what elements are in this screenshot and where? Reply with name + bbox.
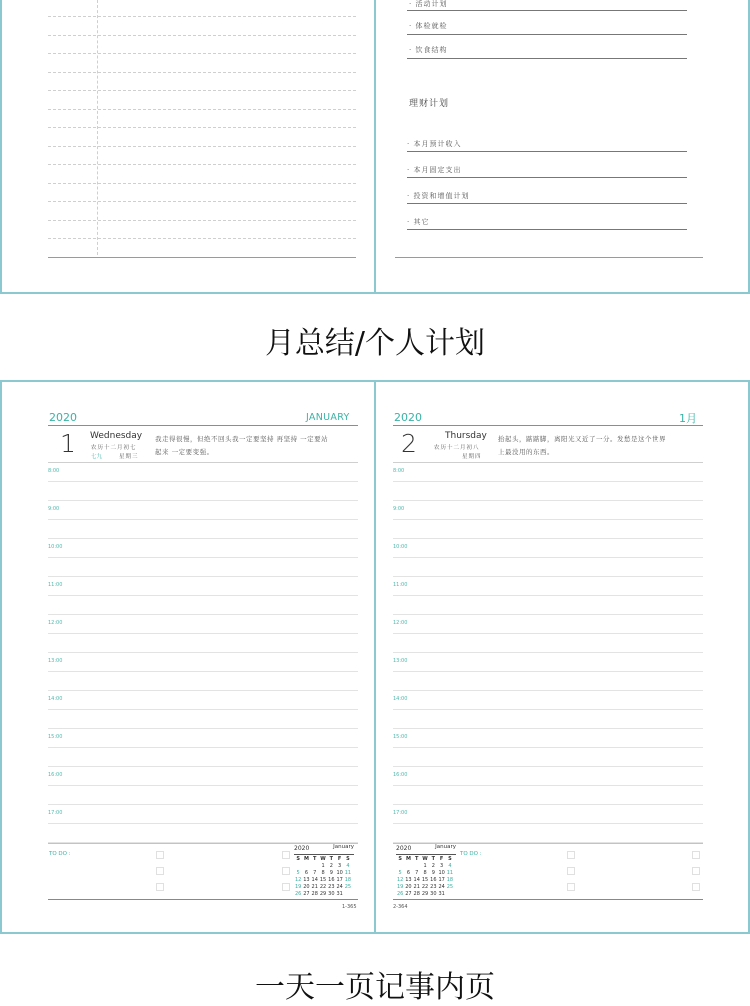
calendar-day: 15: [319, 876, 327, 883]
todo-checkbox[interactable]: [692, 851, 700, 859]
calendar-day: [413, 862, 421, 869]
hour-label: 8:00: [48, 468, 60, 474]
caption-monthly-plan: 月总结/个人计划: [264, 326, 486, 361]
calendar-day: 19: [294, 883, 302, 890]
todo-label-left: TO DO :: [49, 851, 71, 857]
calendar-day: [446, 890, 454, 897]
hour-label: 16:00: [393, 772, 408, 778]
calendar-day: 4: [346, 862, 350, 869]
weekday-header: W: [320, 855, 326, 862]
hour-label: 16:00: [48, 772, 63, 778]
calendar-day: [302, 862, 310, 869]
todo-checkbox[interactable]: [567, 883, 575, 891]
hour-line: [48, 557, 358, 558]
ruled-line: [48, 90, 356, 91]
weekday-header: S: [296, 855, 300, 862]
day-number-right: 2: [401, 429, 417, 458]
calendar-day: 29: [421, 890, 429, 897]
calendar-day: 20: [405, 883, 412, 890]
hour-label: 13:00: [48, 658, 63, 664]
half-hour-line: [393, 652, 703, 653]
monthly-summary-divider: [97, 0, 98, 255]
hour-line: [48, 823, 358, 824]
calendar-day: 6: [304, 869, 309, 876]
hour-line: [393, 709, 703, 710]
ruled-line: [48, 220, 356, 221]
calendar-day: 10: [438, 869, 445, 876]
calendar-day: 3: [338, 862, 342, 869]
half-hour-line: [48, 690, 358, 691]
calendar-day: 28: [311, 890, 318, 897]
half-hour-line: [48, 614, 358, 615]
todo-label-right: TO DO :: [460, 851, 482, 857]
calendar-day: 25: [446, 883, 454, 890]
year-right: 2020: [394, 411, 422, 424]
hour-line: [48, 747, 358, 748]
month-right: 1月: [679, 412, 697, 425]
half-hour-line: [48, 766, 358, 767]
ruled-line: [48, 109, 356, 110]
calendar-day: 24: [336, 883, 343, 890]
lunar-weekday-left: 星期三: [119, 454, 139, 460]
weekday-right: Thursday: [445, 431, 487, 441]
hour-line: [393, 481, 703, 482]
finance-item-4: · 其它: [407, 218, 430, 226]
calendar-day: 27: [405, 890, 412, 897]
ruled-line: [48, 16, 356, 17]
quote-left: 我走得很慢，但绝不回头我一定要坚持 再坚持 一定要站 起来 一定要变强。: [155, 435, 329, 456]
weekday-header: S: [346, 855, 350, 862]
hour-line: [393, 595, 703, 596]
half-hour-line: [393, 576, 703, 577]
calendar-day: 6: [406, 869, 411, 876]
half-hour-line: [48, 500, 358, 501]
todo-checkbox[interactable]: [282, 851, 290, 859]
hour-line: [393, 671, 703, 672]
todo-checkbox[interactable]: [282, 867, 290, 875]
weekday-left: Wednesday: [90, 431, 143, 441]
hour-line: [393, 747, 703, 748]
calendar-day: 14: [311, 876, 318, 883]
plan-item-3: · 饮食结构: [409, 46, 448, 54]
hour-line: [48, 709, 358, 710]
hour-label: 13:00: [393, 658, 408, 664]
half-hour-line: [393, 690, 703, 691]
calendar-day: 19: [396, 883, 404, 890]
weekday-header: S: [398, 855, 402, 862]
ruled-line: [48, 183, 356, 184]
todo-checkbox[interactable]: [567, 867, 575, 875]
half-hour-line: [48, 728, 358, 729]
calendar-day: 17: [438, 876, 445, 883]
calendar-day: 26: [294, 890, 302, 897]
weekday-header: T: [329, 855, 334, 862]
calendar-day: 12: [294, 876, 302, 883]
ruled-line: [48, 127, 356, 128]
calendar-day: 26: [396, 890, 404, 897]
todo-checkbox[interactable]: [567, 851, 575, 859]
hour-line: [393, 557, 703, 558]
lunar-weekday-right: 星期四: [462, 454, 482, 460]
mini-calendar-right: [396, 846, 456, 897]
hour-line: [48, 671, 358, 672]
finance-heading: 理财计划: [409, 99, 450, 109]
hour-label: 11:00: [48, 582, 63, 588]
hour-line: [48, 481, 358, 482]
hour-label: 15:00: [393, 734, 408, 740]
half-hour-line: [393, 500, 703, 501]
calendar-day: 8: [321, 869, 325, 876]
calendar-day: 5: [296, 869, 300, 876]
calendar-day: 17: [336, 876, 343, 883]
calendar-day: 27: [303, 890, 310, 897]
hour-label: 12:00: [48, 620, 63, 626]
ruled-line: [48, 146, 356, 147]
hour-label: 8:00: [393, 468, 405, 474]
hour-label: 14:00: [393, 696, 408, 702]
calendar-day: 10: [336, 869, 343, 876]
year-left: 2020: [49, 411, 77, 424]
calendar-day: 14: [413, 876, 420, 883]
mini-calendar-header: [396, 846, 456, 855]
mini-calendar-month: January: [435, 844, 456, 850]
hour-line: [48, 633, 358, 634]
calendar-day: 1: [423, 862, 427, 869]
hour-label: 15:00: [48, 734, 63, 740]
page-number-right: 2-364: [393, 904, 408, 910]
todo-checkbox[interactable]: [692, 883, 700, 891]
calendar-day: 24: [438, 883, 445, 890]
todo-checkbox[interactable]: [156, 867, 164, 875]
calendar-day: 29: [319, 890, 327, 897]
mini-calendar-header: [294, 846, 354, 855]
weekday-header: T: [313, 855, 317, 862]
todo-checkbox[interactable]: [156, 851, 164, 859]
ruled-line: [48, 238, 356, 239]
calendar-day: 15: [421, 876, 429, 883]
calendar-day: 16: [328, 876, 335, 883]
weekday-header: T: [415, 855, 419, 862]
hour-label: 9:00: [393, 506, 405, 512]
lunar-right: 农历十二月初八: [434, 445, 480, 451]
calendar-day: [294, 862, 302, 869]
calendar-day: 30: [328, 890, 335, 897]
calendar-day: 13: [405, 876, 412, 883]
calendar-day: 31: [438, 890, 445, 897]
mini-calendar-year: 2020: [396, 845, 412, 852]
calendar-day: 7: [415, 869, 419, 876]
half-hour-line: [393, 614, 703, 615]
calendar-day: 23: [328, 883, 335, 890]
calendar-day: 11: [344, 869, 352, 876]
quote-right: 抬起头，踮踮脚，离阳光又近了一分。发愁是这个世界 上最没用的东西。: [498, 435, 666, 456]
hour-line: [393, 785, 703, 786]
calendar-day: 18: [446, 876, 454, 883]
mini-calendar-year: 2020: [294, 845, 310, 852]
calendar-day: 22: [319, 883, 327, 890]
calendar-day: 25: [344, 883, 352, 890]
monthly-summary-bottom-rule: [48, 257, 356, 258]
calendar-day: 21: [413, 883, 420, 890]
hour-label: 11:00: [393, 582, 408, 588]
ruled-line: [48, 164, 356, 165]
hour-label: 12:00: [393, 620, 408, 626]
hour-label: 17:00: [48, 810, 63, 816]
hour-label: 10:00: [393, 544, 408, 550]
calendar-day: 4: [448, 862, 452, 869]
hour-line: [48, 519, 358, 520]
daily-spread-spine: [374, 381, 376, 933]
month-left: JANUARY: [306, 412, 350, 423]
finance-item-2: · 本月固定支出: [407, 166, 462, 174]
half-hour-line: [48, 652, 358, 653]
half-hour-line: [393, 538, 703, 539]
hour-line: [393, 519, 703, 520]
half-hour-line: [48, 804, 358, 805]
hour-line: [393, 823, 703, 824]
lunar-sub-left: 七九: [91, 454, 103, 460]
page-number-left: 1-365: [342, 904, 357, 910]
ruled-line: [48, 35, 356, 36]
plan-item-2: · 体检就检: [409, 22, 448, 30]
planner-top-spine: [374, 0, 376, 292]
calendar-day: 21: [311, 883, 318, 890]
ruled-line: [48, 72, 356, 73]
todo-checkbox[interactable]: [156, 883, 164, 891]
calendar-day: 28: [413, 890, 420, 897]
calendar-day: 13: [303, 876, 310, 883]
hour-line: [393, 633, 703, 634]
weekday-header: M: [405, 855, 411, 862]
calendar-day: [344, 890, 352, 897]
todo-checkbox[interactable]: [282, 883, 290, 891]
todo-checkbox[interactable]: [692, 867, 700, 875]
calendar-day: [311, 862, 319, 869]
calendar-day: 3: [440, 862, 444, 869]
calendar-day: 23: [430, 883, 437, 890]
calendar-day: 11: [446, 869, 454, 876]
calendar-day: 7: [313, 869, 317, 876]
half-hour-line: [48, 538, 358, 539]
weekday-header: M: [303, 855, 309, 862]
weekday-header: F: [439, 855, 444, 862]
calendar-day: 31: [336, 890, 343, 897]
hour-label: 10:00: [48, 544, 63, 550]
calendar-day: [396, 862, 404, 869]
calendar-day: 20: [303, 883, 310, 890]
lunar-left: 农历十二月初七: [91, 445, 137, 451]
calendar-day: 5: [398, 869, 402, 876]
plan-bottom-rule: [395, 257, 703, 258]
weekday-header: W: [422, 855, 428, 862]
finance-item-3: · 投资和增值计划: [407, 192, 470, 200]
hour-label: 9:00: [48, 506, 60, 512]
ruled-line: [48, 201, 356, 202]
calendar-day: 2: [431, 862, 435, 869]
hour-label: 17:00: [393, 810, 408, 816]
hour-line: [48, 595, 358, 596]
plan-item-1: · 活动计划: [409, 0, 448, 8]
half-hour-line: [393, 766, 703, 767]
calendar-day: 30: [430, 890, 437, 897]
calendar-day: 1: [321, 862, 325, 869]
calendar-day: 18: [344, 876, 352, 883]
calendar-day: 16: [430, 876, 437, 883]
caption-daily-page: 一天一页记事内页: [255, 970, 495, 1005]
finance-item-1: · 本月预计收入: [407, 140, 462, 148]
day-number-left: 1: [60, 429, 76, 458]
mini-calendar-left: [294, 846, 354, 897]
calendar-day: 2: [329, 862, 333, 869]
hour-line: [48, 785, 358, 786]
weekday-header: T: [431, 855, 436, 862]
calendar-day: 22: [421, 883, 429, 890]
hour-label: 14:00: [48, 696, 63, 702]
calendar-day: [404, 862, 412, 869]
half-hour-line: [393, 804, 703, 805]
weekday-header: F: [337, 855, 342, 862]
half-hour-line: [393, 728, 703, 729]
ruled-line: [48, 53, 356, 54]
calendar-day: 12: [396, 876, 404, 883]
calendar-day: 9: [431, 869, 435, 876]
half-hour-line: [48, 576, 358, 577]
mini-calendar-month: January: [333, 844, 354, 850]
calendar-day: 8: [423, 869, 427, 876]
weekday-header: S: [448, 855, 452, 862]
calendar-day: 9: [329, 869, 333, 876]
